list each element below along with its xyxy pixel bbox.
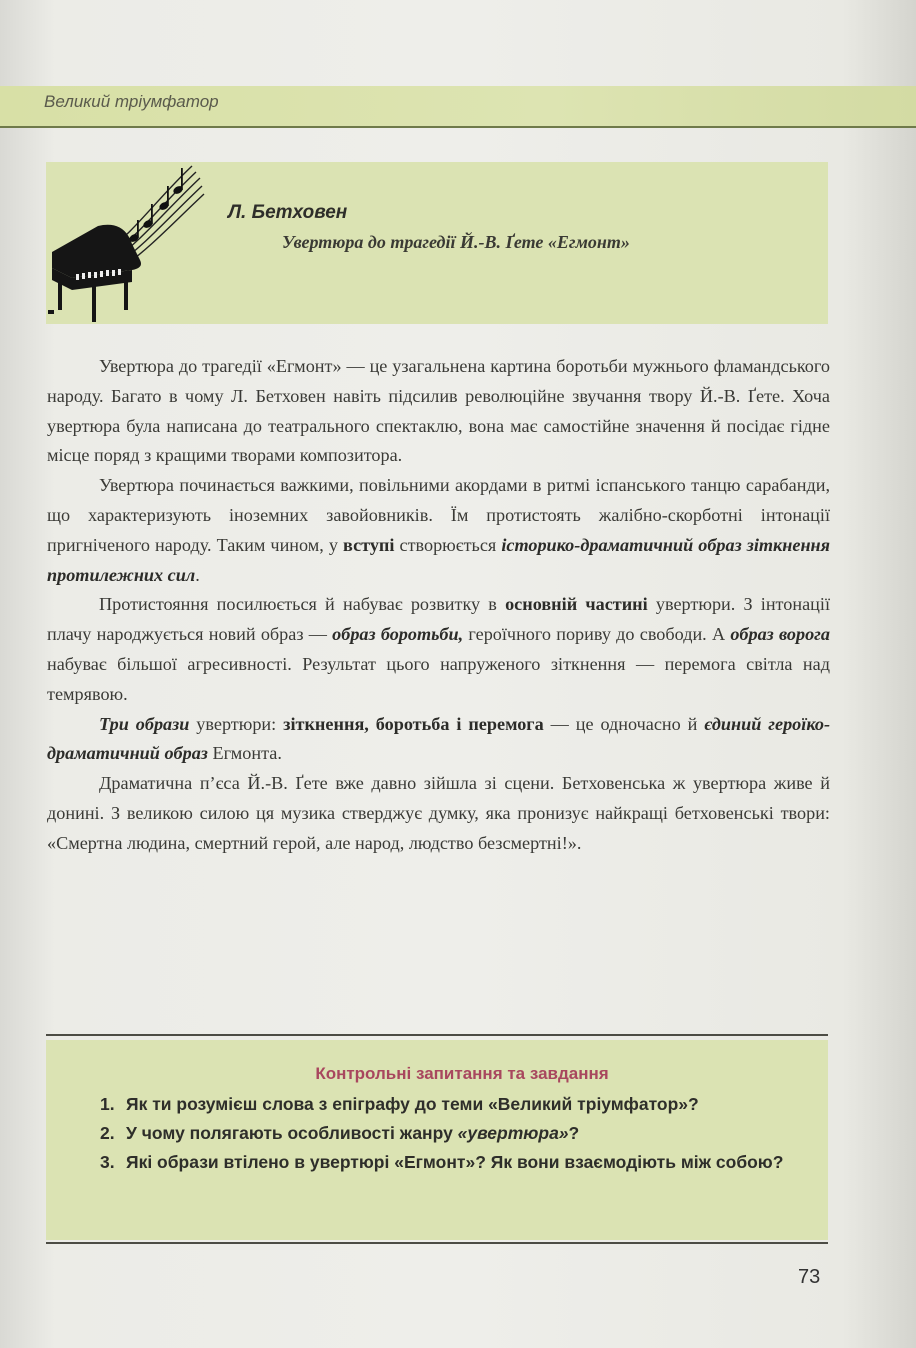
paragraph-2: Увертюра починається важкими, повільними акордами в ритмі іспанського танцю сарабанди, що характеризують іноземних завойовників. Їм протистоять жалібно-скорботні інтонації пригніченого народу. Таким чином, у вступі створюється історико-драматичний образ зіткнення протилежних сил. bbox=[47, 475, 831, 585]
divider-bottom bbox=[46, 1242, 828, 1244]
paragraph-4: Три образи увертюри: зіткнення, боротьба і перемога — це одночасно й єдиний героїко-драматичний образ Егмонта. bbox=[47, 713, 831, 764]
task-item bbox=[100, 1148, 800, 1177]
task-text: Які образи втілено в увертюрі «Егмонт»? Як вони взаємодіють між собою? bbox=[126, 1152, 784, 1172]
work-title: Увертюра до трагедії Й.-В. Ґете «Егмонт» bbox=[282, 232, 630, 252]
paragraph-5: Драматична п’єса Й.-В. Ґете вже давно зійшла зі сцени. Бетховенська ж увертюра живе й донині. З великою силою ця музика стверджує думку, яка пронизує найкращі бетховенські твори: «Смертна людина, смертний герой, але народ, людство безсмертні!». bbox=[47, 773, 830, 853]
task-item bbox=[100, 1090, 800, 1119]
main-text bbox=[47, 352, 830, 859]
task-text-end: ? bbox=[568, 1123, 580, 1143]
grand-piano-with-music-staff-icon bbox=[46, 160, 206, 330]
task-number: 3. bbox=[100, 1152, 115, 1172]
section-title: Великий тріумфатор bbox=[44, 92, 219, 111]
composer-name: Л. Бетховен bbox=[228, 202, 348, 223]
task-number: 1. bbox=[100, 1094, 115, 1114]
task-number: 2. bbox=[100, 1123, 115, 1143]
tasks-list bbox=[100, 1090, 800, 1177]
paragraph-1: Увертюра до трагедії «Егмонт» — це узагальнена картина боротьби мужнього фламандського народу. Багато в чому Л. Бетховен навіть підсилив революційне звучання твору Й.-В. Ґете. Хоча увертюра була написана до театрального спектаклю, вона має самостійне значення й посідає гідне місце поряд з кращими творами композитора. bbox=[47, 356, 830, 466]
task-text: У чому полягають особливості жанру bbox=[126, 1123, 458, 1143]
task-text: Як ти розумієш слова з епіграфу до теми «Великий тріумфатор»? bbox=[126, 1094, 699, 1114]
task-item bbox=[100, 1119, 800, 1148]
tasks-title: Контрольні запитання та завдання bbox=[315, 1064, 609, 1083]
task-term: «увертюра» bbox=[457, 1123, 569, 1143]
page-number: 73 bbox=[798, 1266, 821, 1288]
paragraph-3: Протистояння посилюється й набуває розвитку в основній частині увертюри. З інтонації плачу народжується новий образ — образ боротьби, героїчного пориву до свободи. А образ ворога набуває більшої агресивності. Результат цього напруженого зіткнення — перемога світла над темрявою. bbox=[47, 594, 830, 704]
divider-top bbox=[46, 1034, 828, 1036]
